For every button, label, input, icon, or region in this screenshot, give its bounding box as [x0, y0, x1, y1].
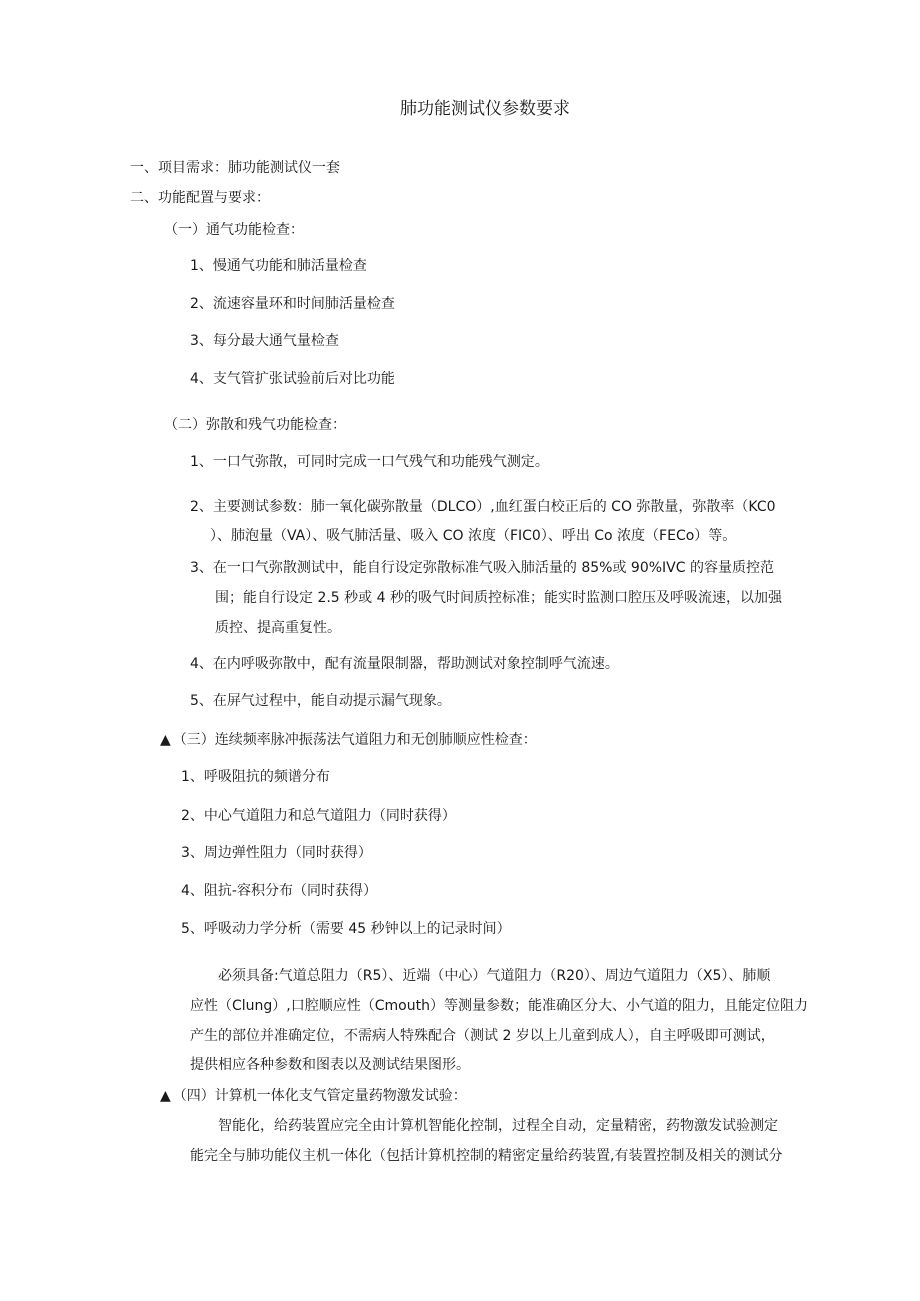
part-1-heading: （一）通气功能检查： — [164, 222, 304, 238]
part-2-item-5: 5、在屏气过程中，能自动提示漏气现象。 — [190, 693, 451, 709]
part-3-heading — [160, 730, 537, 750]
part-2-item-2-line: ）、肺泡量（VA）、吸气肺活量、吸入 CO 浓度（FIC0）、呼出 Co 浓度（FECo）等。 — [210, 528, 737, 544]
triangle-marker-icon: ▲ — [160, 1088, 171, 1104]
part-4-heading — [160, 1086, 467, 1106]
part-2-heading: （二）弥散和残气功能检查： — [164, 417, 346, 433]
part-1-item: 4、支气管扩张试验前后对比功能 — [190, 371, 395, 387]
part-2-item-3-line: 质控、提高重复性。 — [215, 620, 341, 636]
part-3-item: 5、呼吸动力学分析（需要 45 秒钟以上的记录时间） — [181, 921, 511, 937]
part-3-item: 1、呼吸阻抗的频谱分布 — [181, 769, 330, 785]
part-3-paragraph-line: 产生的部位并准确定位，不需病人特殊配合（测试 2 岁以上儿童到成人），自主呼吸即可测试， — [190, 1028, 775, 1044]
part-3-item: 3、周边弹性阻力（同时获得） — [181, 845, 372, 861]
section-2-heading: 二、功能配置与要求： — [130, 190, 270, 206]
part-2-item-2-line: 2、主要测试参数：肺一氧化碳弥散量（DLCO）,血红蛋白校正后的 CO 弥散量，弥散率（KC0 — [190, 499, 776, 515]
part-2-item-4: 4、在内呼吸弥散中，配有流量限制器，帮助测试对象控制呼气流速。 — [190, 656, 619, 672]
part-1-item: 1、慢通气功能和肺活量检查 — [190, 258, 367, 274]
part-3-item: 2、中心气道阻力和总气道阻力（同时获得） — [181, 808, 456, 824]
part-2-item-3-line: 3、在一口气弥散测试中，能自行设定弥散标准气吸入肺活量的 85%或 90%IVC 的容量质控范 — [190, 560, 774, 576]
page-title: 肺功能测试仪参数要求 — [400, 99, 570, 119]
triangle-marker-icon: ▲ — [160, 732, 171, 748]
part-3-paragraph-line: 提供相应各种参数和图表以及测试结果图形。 — [190, 1057, 470, 1073]
part-4-paragraph-line: 能完全与肺功能仪主机一体化（包括计算机控制的精密定量给药装置,有装置控制及相关的测试分 — [190, 1148, 783, 1164]
section-1-heading: 一、项目需求：肺功能测试仪一套 — [130, 160, 340, 176]
part-4-heading-text: （四）计算机一体化支气管定量药物激发试验： — [172, 1088, 467, 1104]
part-3-item: 4、阻抗-容积分布（同时获得） — [181, 883, 377, 899]
part-4-paragraph-line: 智能化，给药装置应完全由计算机智能化控制，过程全自动，定量精密，药物激发试验测定 — [218, 1118, 778, 1134]
part-2-item-3-line: 围；能自行设定 2.5 秒或 4 秒的吸气时间质控标准；能实时监测口腔压及呼吸流速，以加强 — [215, 590, 782, 606]
part-3-paragraph-line: 应性（Clung）,口腔顺应性（Cmouth）等测量参数；能准确区分大、小气道的阻力，且能定位阻力 — [190, 998, 808, 1014]
part-3-heading-text: （三）连续频率脉冲振荡法气道阻力和无创肺顺应性检查： — [172, 732, 537, 748]
part-2-item-1: 1、一口气弥散，可同时完成一口气残气和功能残气测定。 — [190, 454, 549, 470]
part-1-item: 2、流速容量环和时间肺活量检查 — [190, 296, 395, 312]
part-1-item: 3、每分最大通气量检查 — [190, 333, 339, 349]
part-3-paragraph-line: 必须具备:气道总阻力（R5）、近端（中心）气道阻力（R20）、周边气道阻力（X5）、肺顺 — [218, 968, 771, 984]
